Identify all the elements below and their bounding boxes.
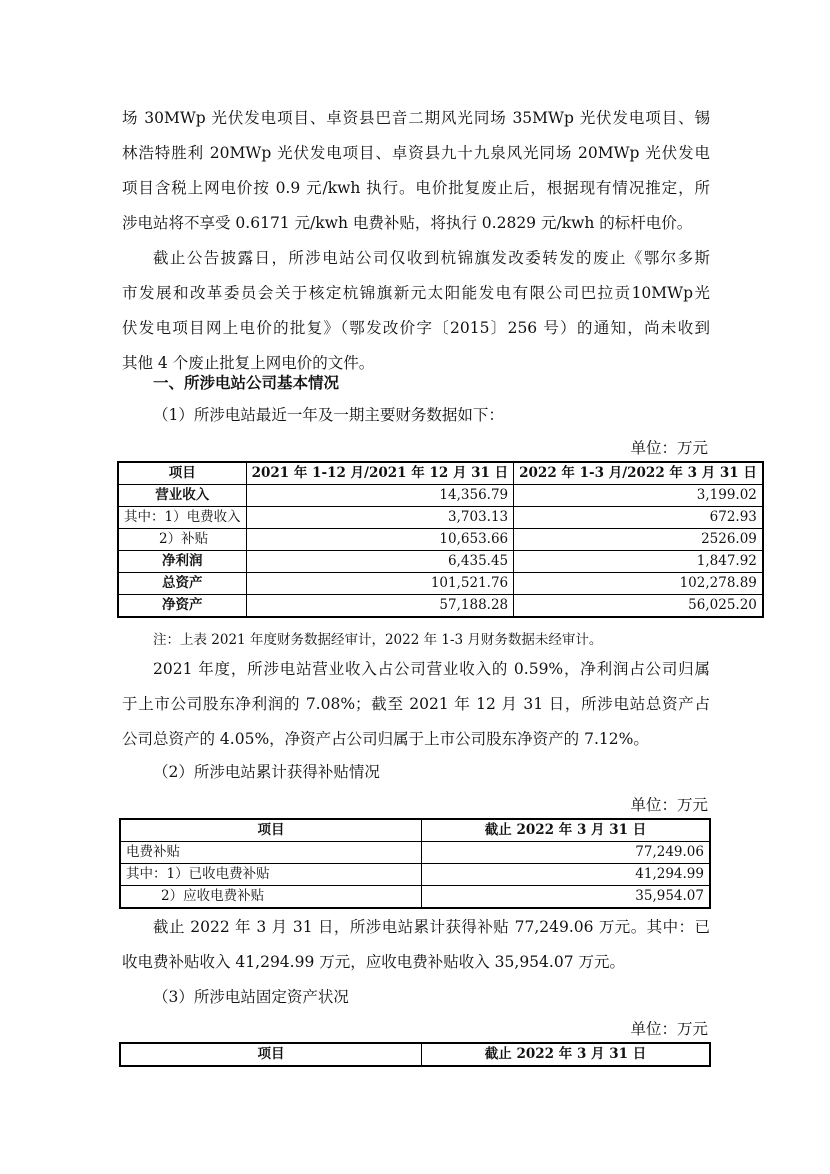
cell-value: 10,653.66 — [246, 529, 514, 551]
row-label: 净资产 — [118, 595, 246, 618]
financial-data-table — [117, 461, 764, 618]
cell-value: 2526.09 — [514, 529, 763, 551]
notice-paragraph — [122, 241, 710, 381]
text-line: 收电费补贴收入 41,294.99 万元，应收电费补贴收入 35,954.07 万元。 — [122, 953, 625, 971]
text-line: 市发展和改革委员会关于核定杭锦旗新元太阳能发电有限公司巴拉贡10MWp光 — [122, 284, 710, 302]
section-heading: 一、所涉电站公司基本情况 — [153, 373, 340, 392]
table-row — [120, 842, 710, 864]
table-row — [120, 864, 710, 886]
unit-label: 单位：万元 — [630, 1020, 708, 1038]
unit-label: 单位：万元 — [630, 796, 708, 814]
intro-paragraph — [122, 101, 710, 241]
column-header: 截止 2022 年 3 月 31 日 — [422, 819, 711, 842]
column-header: 2021 年 1-12 月/2021 年 12 月 31 日 — [246, 462, 514, 485]
text-line: 截止公告披露日，所涉电站公司仅收到杭锦旗发改委转发的废止《鄂尔多斯 — [153, 249, 710, 267]
text-line: 林浩特胜利 20MWp 光伏发电项目、卓资县九十九泉风光同场 20MWp 光伏发电 — [122, 144, 710, 162]
unit-label: 单位：万元 — [630, 439, 708, 457]
fixed-assets-table — [119, 1042, 711, 1067]
row-label: 总资产 — [118, 573, 246, 595]
table-header-row — [120, 1043, 710, 1066]
table-row — [118, 551, 763, 573]
cell-value: 14,356.79 — [246, 485, 514, 507]
row-label: 净利润 — [118, 551, 246, 573]
cell-value: 77,249.06 — [422, 842, 711, 864]
row-label: 其中：1）电费收入 — [118, 507, 246, 529]
row-label: 2）补贴 — [118, 529, 246, 551]
subsidy-table — [119, 818, 711, 909]
table-header-row — [118, 462, 763, 485]
table-row — [118, 595, 763, 618]
text-line: 伏发电项目网上电价的批复》（鄂发改价字〔2015〕256 号）的通知，尚未收到 — [122, 319, 710, 337]
table-row — [118, 573, 763, 595]
column-header: 项目 — [120, 819, 422, 842]
cell-value: 672.93 — [514, 507, 763, 529]
cell-value: 41,294.99 — [422, 864, 711, 886]
text-line: 于上市公司股东净利润的 7.08%；截至 2021 年 12 月 31 日，所涉电站总资产占 — [122, 695, 710, 713]
table-row — [118, 529, 763, 551]
text-line: 公司总资产的 4.05%，净资产占公司归属于上市公司股东净资产的 7.12%。 — [122, 730, 649, 748]
row-label: 2）应收电费补贴 — [120, 886, 422, 909]
cell-value: 35,954.07 — [422, 886, 711, 909]
table-row — [118, 507, 763, 529]
table-note: 注：上表 2021 年度财务数据经审计，2022 年 1-3 月财务数据未经审计。 — [153, 632, 603, 648]
cell-value: 57,188.28 — [246, 595, 514, 618]
text-line: 2021 年度，所涉电站营业收入占公司营业收入的 0.59%，净利润占公司归属 — [153, 660, 710, 678]
column-header: 项目 — [118, 462, 246, 485]
cell-value: 1,847.92 — [514, 551, 763, 573]
column-header: 项目 — [120, 1043, 422, 1066]
subsection-title: （1）所涉电站最近一年及一期主要财务数据如下： — [153, 406, 504, 424]
column-header: 2022 年 1-3 月/2022 年 3 月 31 日 — [514, 462, 763, 485]
subsection-title: （2）所涉电站累计获得补贴情况 — [153, 763, 380, 781]
row-label: 电费补贴 — [120, 842, 422, 864]
ratio-paragraph — [122, 652, 710, 757]
text-line: 其他 4 个废止批复上网电价的文件。 — [122, 354, 375, 372]
cell-value: 102,278.89 — [514, 573, 763, 595]
table-header-row — [120, 819, 710, 842]
table-row — [118, 485, 763, 507]
cell-value: 3,703.13 — [246, 507, 514, 529]
row-label: 营业收入 — [118, 485, 246, 507]
text-line: 项目含税上网电价按 0.9 元/kwh 执行。电价批复废止后，根据现有情况推定，所 — [122, 179, 710, 197]
cell-value: 56,025.20 — [514, 595, 763, 618]
row-label: 其中：1）已收电费补贴 — [120, 864, 422, 886]
cell-value: 6,435.45 — [246, 551, 514, 573]
column-header: 截止 2022 年 3 月 31 日 — [422, 1043, 711, 1066]
table-row — [120, 886, 710, 909]
text-line: 涉电站将不享受 0.6171 元/kwh 电费补贴，将执行 0.2829 元/kwh 的标杆电价。 — [122, 214, 693, 232]
subsidy-paragraph — [122, 910, 710, 980]
text-line: 场 30MWp 光伏发电项目、卓资县巴音二期风光同场 35MWp 光伏发电项目、锡 — [122, 109, 710, 127]
text-line: 截止 2022 年 3 月 31 日，所涉电站累计获得补贴 77,249.06 万元。其中：已 — [153, 918, 710, 936]
subsection-title: （3）所涉电站固定资产状况 — [153, 988, 349, 1006]
cell-value: 3,199.02 — [514, 485, 763, 507]
cell-value: 101,521.76 — [246, 573, 514, 595]
